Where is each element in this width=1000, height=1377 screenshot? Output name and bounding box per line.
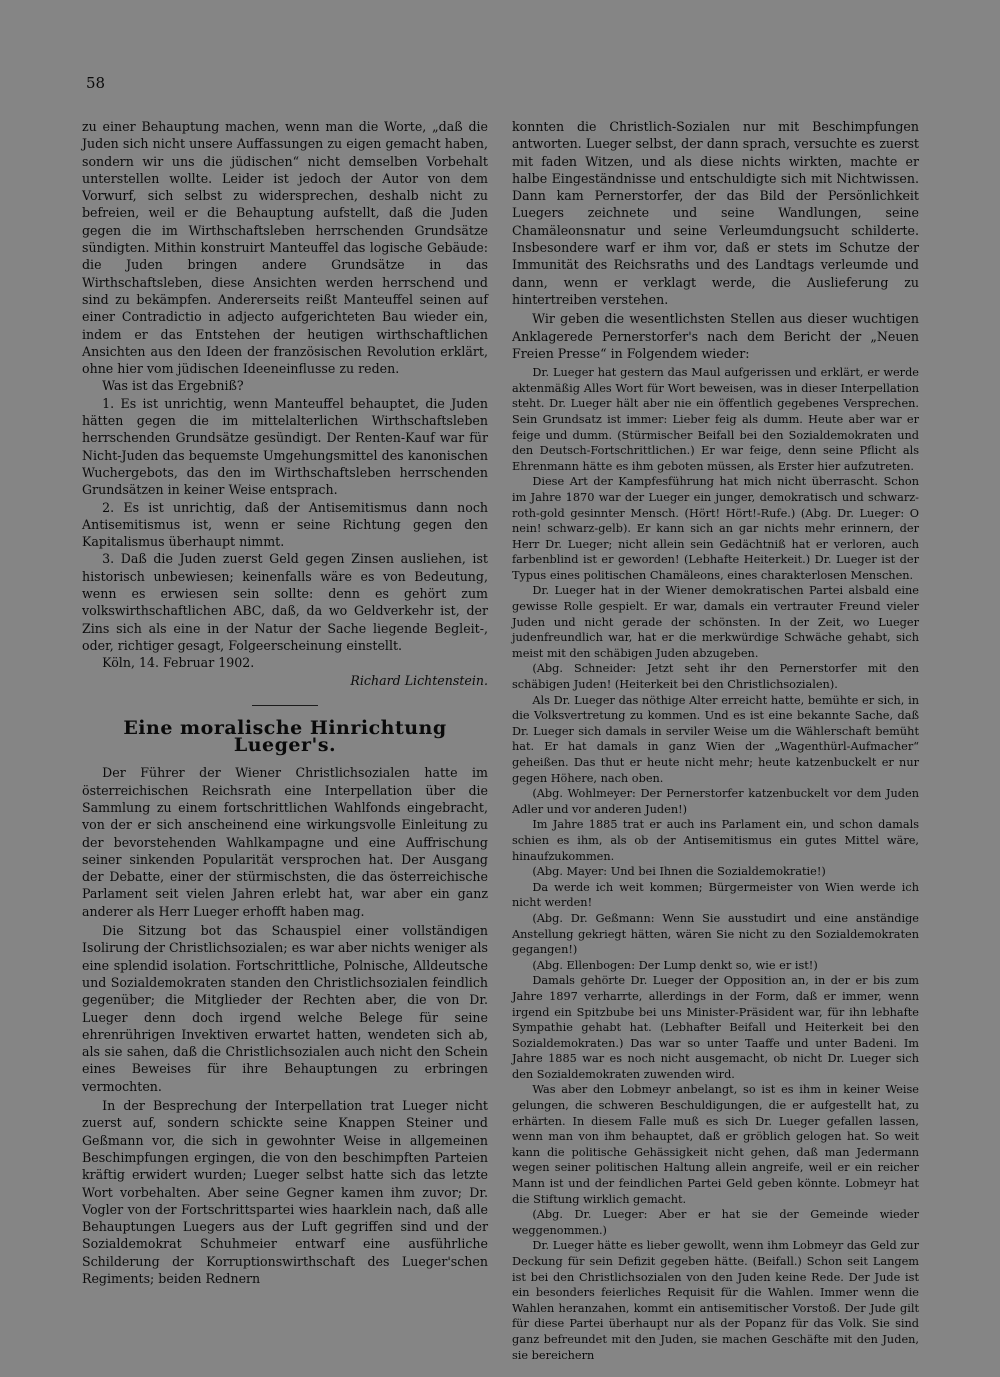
quote-paragraph: (Abg. Dr. Lueger: Aber er hat sie der Gemeinde wieder weggenommen.)	[512, 1208, 919, 1237]
quote-paragraph: (Abg. Schneider: Jetzt seht ihr den Pernerstorfer mit den schäbigen Juden! (Heiterkeit bei den Christlichsozialen).	[512, 662, 919, 692]
left-paragraph: Was ist das Ergebniß?	[102, 378, 244, 394]
quote-paragraph: Als Dr. Lueger das nöthige Alter erreicht hatte, bemühte er sich, in die Volksvertretung zu kommen. Und es ist eine bekannte Sache, daß Dr. Lueger sich damals in serviler Weise um die Wählerschaft bemüht hat. Er hat damals in ganz Wien der „Wagenthürl-Aufmacher“ geheißen. Das thut er heute nicht mehr; heute katzenbuckelt er nur gegen Höhere, nach oben.	[512, 693, 919, 785]
quote-paragraph: (Abg. Mayer: Und bei Ihnen die Sozialdemokratie!)	[532, 865, 826, 879]
quote-paragraph: Im Jahre 1885 trat er auch ins Parlament ein, und schon damals schien es ihm, als ob der Antisemitismus ein gutes Mittel wäre, hinaufzukommen.	[512, 818, 919, 863]
right-paragraph: Wir geben die wesentlichsten Stellen aus dieser wuchtigen Anklagerede Pernerstorfer's nach dem Bericht der „Neuen Freien Presse“ in Folgendem wieder:	[512, 311, 919, 361]
quote-paragraph: (Abg. Wohlmeyer: Der Pernerstorfer katzenbuckelt vor dem Juden Adler und vor anderen Juden!)	[512, 787, 919, 816]
quote-paragraph: Was aber den Lobmeyr anbelangt, so ist es ihm in keiner Weise gelungen, die schweren Beschuldigungen, die er aufgestellt hat, zu erhärten. In diesem Falle muß es sich Dr. Lueger gefallen lassen, wenn man von ihm behauptet, daß er gröblich gelogen hat. So weit kann die politische Gehässigkeit nicht gehen, daß man Jedermann wegen seiner politischen Haltung allein angreife, weil er ein reicher Mann ist und der feindlichen Partei Geld geben könnte. Lobmeyr hat die Stiftung wirklich gemacht.	[512, 1083, 919, 1206]
page-number: 58	[86, 74, 106, 92]
left-paragraph: 2. Es ist unrichtig, daß der Antisemitismus dann noch Antisemitismus ist, wenn er seine Richtung gegen den Kapitalismus überhaupt nimmt.	[82, 499, 488, 550]
article-paragraph: Der Führer der Wiener Christlichsozialen hatte im österreichischen Reichsrath eine Interpellation über die Sammlung zu einem fortschrittlichen Wahlfonds eingebracht, von der er sich anscheinend eine wirkungsvolle Einleitung zu der bevorstehenden Wahlkampagne und eine Auffrischung seiner sinkenden Popularität versprochen hat. Der Ausgang der Debatte, einer der stürmischsten, die das österreichische Parlament seit vielen Jahren erlebt hat, war aber ein ganz anderer als Herr Lueger erhofft haben mag.	[82, 765, 488, 919]
article-paragraph: Die Sitzung bot das Schauspiel einer vollständigen Isolirung der Christlichsozialen; es war aber nichts weniger als eine splendid isolation. Fortschrittliche, Polnische, Alldeutsche und Sozialdemokraten standen den Christlichsozialen feindlich gegenüber; die Mitglieder der Rechten aber, die von Dr. Lueger denn doch irgend welche Belege für seine ehrenrührigen Invektiven erwartet hatten, wendeten sich ab, als sie sahen, daß die Christlichsozialen auch nicht den Schein eines Beweises für ihre Behauptungen zu erbringen vermochten.	[82, 923, 488, 1094]
quote-paragraph: Dr. Lueger hätte es lieber gewollt, wenn ihm Lobmeyr das Geld zur Deckung für sein Defizit gegeben hätte. (Beifall.) Schon seit Langem ist bei den Christlichsozialen von den Juden keine Rede. Der Jude ist ein besonders feierliches Requisit für die Wahlen. Immer wenn die Wahlen heranzahen, kommt ein antisemitischer Vorstoß. Der Jude gilt für diese Partei überhaupt nur als der Popanz für das Volk. Sie sind ganz befreundet mit den Juden, sie machen Geschäfte mit den Juden, sie bereichern	[512, 1239, 919, 1362]
quote-paragraph: (Abg. Dr. Geßmann: Wenn Sie ausstudirt und eine anständige Anstellung gekriegt hätten, wären Sie nicht zu den Sozialdemokraten gegangen!)	[512, 911, 919, 957]
left-paragraph: 1. Es ist unrichtig, wenn Manteuffel behauptet, die Juden hätten gegen die im mittelalterlichen Wirthschaftsleben herrschenden Grundsätze gesündigt. Der Renten-Kauf war für Nicht-Juden das bequemste Umgehungsmittel des kanonischen Wuchergebots, das den im Wirthschaftsleben herrschenden Grundsätzen in keiner Weise entsprach.	[82, 395, 488, 498]
section-divider	[252, 705, 318, 706]
quote-paragraph: (Abg. Ellenbogen: Der Lump denkt so, wie er ist!)	[532, 958, 818, 972]
left-paragraph: zu einer Behauptung machen, wenn man die Worte, „daß die Juden sich nicht unsere Auffassungen zu eigen gemacht haben, sondern wir uns die jüdischen“ nicht demselben Vorbehalt unterstellen wollte. Leider ist jedoch der Autor von dem Vorwurf, sich selbst zu widersprechen, deshalb nicht zu befreien, weil er die Behauptung aufstellt, daß die Juden gegen die im Wirthschaftsleben herrschenden Grundsätze sündigten. Mithin konstruirt Manteuffel das logische Gebäude: die Juden bringen andere Grundsätze in das Wirthschaftsleben, diese Ansichten werden herrschend und sind zu bekämpfen. Andererseits reißt Manteuffel seinen auf einer Contradictio in adjecto aufgerichteten Bau wieder ein, indem er das Entstehen der heutigen wirthschaftlichen Ansichten aus den Ideen der französischen Revolution erklärt, ohne hier vom jüdischen Ideeneinflusse zu reden.	[82, 119, 488, 377]
quote-paragraph: Da werde ich weit kommen; Bürgermeister von Wien werde ich nicht werden!	[512, 880, 919, 910]
section-title: Eine moralische Hinrichtung Lueger's.	[123, 716, 447, 757]
signature: Richard Lichtenstein.	[350, 672, 488, 688]
left-paragraph: 3. Daß die Juden zuerst Geld gegen Zinsen ausliehen, ist historisch unbewiesen; keinenfalls wäre es von Bedeutung, wenn es erwiesen sein sollte: denn es gehört zum volkswirthschaftlichen ABC, daß, da wo Geldverkehr ist, der Zins sich als eine in der Natur der Sache liegende Begleit-, oder, richtiger gesagt, Folgeerscheinung einstellt.	[82, 551, 488, 653]
quote-paragraph: Dr. Lueger hat gestern das Maul aufgerissen und erklärt, er werde aktenmäßig Alles Wort für Wort beweisen, was in dieser Interpellation steht. Dr. Lueger hält aber nie ein öffentlich gegebenes Versprechen. Sein Grundsatz ist immer: Lieber feig als dumm. Heute aber war er feige und dumm. (Stürmischer Beifall bei den Sozialdemokraten und den Deutsch-Fortschrittlichen.) Er war feige, denn seine Pflicht als Ehrenmann hätte es ihm geboten müssen, als Erster hier aufzutreten.	[512, 366, 919, 473]
article-paragraph: In der Besprechung der Interpellation trat Lueger nicht zuerst auf, sondern schickte seine Knappen Steiner und Geßmann vor, die sich in gewohnter Weise in allgemeinen Beschimpfungen ergingen, die von den beschimpften Parteien kräftig erwidert wurden; Lueger selbst hatte sich das letzte Wort vorbehalten. Aber seine Gegner kamen ihm zuvor; Dr. Vogler von der Fortschrittspartei wies haarklein nach, daß alle Behauptungen Luegers aus der Luft gegriffen sind und der Sozialdemokrat Schuhmeier entwarf eine ausführliche Schilderung der Korruptionswirthschaft des Lueger'schen Regiments; beiden Rednern	[82, 1098, 488, 1286]
quote-paragraph: Damals gehörte Dr. Lueger der Opposition an, in der er bis zum Jahre 1897 verharrte, allerdings in der Form, daß er immer, wenn irgend ein Spitzbube bei uns Minister-Präsident war, für ihn lebhafte Sympathie gehabt hat. (Lebhafter Beifall und Heiterkeit bei den Sozialdemokraten.) Das war so unter Taaffe und unter Badeni. Im Jahre 1885 war es noch nicht ausgemacht, ob nicht Dr. Lueger sich den Sozialdemokraten zuwenden wird.	[512, 974, 919, 1081]
right-column	[512, 118, 919, 1363]
right-paragraph: konnten die Christlich-Sozialen nur mit Beschimpfungen antworten. Lueger selbst, der dann sprach, versuchte es zuerst mit faden Witzen, und als diese nichts wirkten, machte er halbe Eingeständnisse und entschuldigte sich mit Nichtwissen. Dann kam Pernerstorfer, der das Bild der Persönlichkeit Luegers zeichnete und seine Wandlungen, seine Chamäleonsnatur und seine Verleumdungsucht schilderte. Insbesondere warf er ihm vor, daß er stets im Schutze der Immunität des Reichsraths und des Landtags verleumde und dann, wenn er verklagt werde, die Auslieferung zu hintertreiben verstehen.	[512, 119, 919, 307]
quote-paragraph: Diese Art der Kampfesführung hat mich nicht überrascht. Schon im Jahre 1870 war der Lueger ein junger, demokratisch und schwarz-roth-gold gesinnter Mensch. (Hört! Hört!-Rufe.) (Abg. Dr. Lueger: O nein! schwarz-gelb). Er kann sich an gar nichts mehr erinnern, der Herr Dr. Lueger; nicht allein sein Gedächtniß hat er verloren, auch farbenblind ist er geworden! (Lebhafte Heiterkeit.) Dr. Lueger ist der Typus eines politischen Chamäleons, eines charakterlosen Menschen.	[512, 475, 919, 582]
speech-quote	[512, 365, 919, 1363]
quote-paragraph: Dr. Lueger hat in der Wiener demokratischen Partei alsbald eine gewisse Rolle gespielt. Er war, damals ein vertrauter Freund vieler Juden und nicht gerade der schönsten. In der Zeit, wo Lueger judenfreundlich war, hat er die merkwürdige Schwäche gehabt, sich meist mit den schäbigen Juden abzugeben.	[512, 584, 919, 660]
left-column	[82, 118, 488, 1287]
dateline: Köln, 14. Februar 1902.	[102, 655, 255, 671]
